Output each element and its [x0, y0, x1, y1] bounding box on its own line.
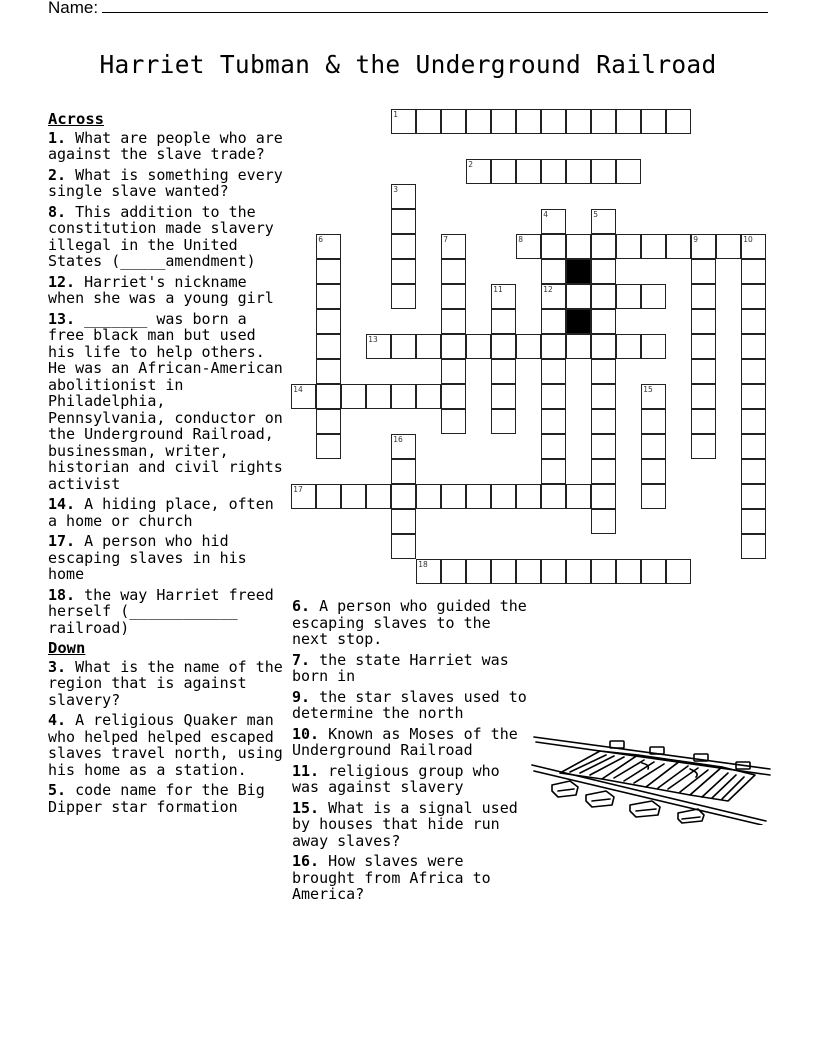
- grid-cell[interactable]: [491, 409, 516, 434]
- grid-cell[interactable]: [541, 109, 566, 134]
- clue-number: 14: [293, 385, 303, 395]
- grid-cell[interactable]: [316, 384, 341, 409]
- grid-cell[interactable]: [391, 509, 416, 534]
- grid-cell[interactable]: [441, 359, 466, 384]
- name-field[interactable]: [48, 0, 768, 18]
- grid-cell[interactable]: [641, 334, 666, 359]
- grid-cell[interactable]: [691, 234, 716, 259]
- grid-cell[interactable]: [466, 109, 491, 134]
- grid-cell[interactable]: [691, 309, 716, 334]
- grid-cell[interactable]: [741, 359, 766, 384]
- grid-cell[interactable]: [591, 434, 616, 459]
- clue-number: 11: [493, 285, 503, 295]
- name-blank-line[interactable]: [102, 0, 768, 13]
- grid-cell[interactable]: [591, 409, 616, 434]
- grid-cell[interactable]: [391, 459, 416, 484]
- grid-cell[interactable]: [541, 259, 566, 284]
- grid-cell[interactable]: [391, 434, 416, 459]
- grid-cell[interactable]: [541, 334, 566, 359]
- grid-cell[interactable]: [666, 234, 691, 259]
- grid-cell[interactable]: [616, 284, 641, 309]
- clue-across-17: 17. A person who hid escaping slaves in his home: [48, 532, 247, 583]
- grid-cell[interactable]: [541, 434, 566, 459]
- grid-cell[interactable]: [616, 234, 641, 259]
- grid-cell[interactable]: [691, 434, 716, 459]
- grid-cell[interactable]: [566, 484, 591, 509]
- grid-cell[interactable]: [316, 284, 341, 309]
- grid-cell[interactable]: [416, 334, 441, 359]
- grid-cell[interactable]: [491, 109, 516, 134]
- grid-cell[interactable]: [541, 234, 566, 259]
- grid-cell[interactable]: [641, 484, 666, 509]
- clue-down-9: 9. the star slaves used to determine the north: [292, 687, 527, 722]
- clue-down-7: 7. the state Harriet was born in: [292, 650, 509, 685]
- grid-cell[interactable]: [441, 384, 466, 409]
- grid-cell[interactable]: [441, 259, 466, 284]
- grid-cell[interactable]: [441, 284, 466, 309]
- grid-cell[interactable]: [491, 484, 516, 509]
- clue-number: 16: [393, 435, 403, 445]
- grid-cell[interactable]: [341, 384, 366, 409]
- grid-cell[interactable]: [541, 459, 566, 484]
- grid-cell[interactable]: [391, 209, 416, 234]
- clue-number: 3: [393, 185, 399, 195]
- grid-cell[interactable]: [391, 534, 416, 559]
- grid-cell[interactable]: [666, 109, 691, 134]
- grid-cell[interactable]: [391, 109, 416, 134]
- clue-down-6: 6. A person who guided the escaping slaves to the next stop.: [292, 597, 527, 648]
- clue-number: 17: [293, 485, 303, 495]
- grid-cell[interactable]: [516, 234, 541, 259]
- clue-across-12: 12. Harriet's nickname when she was a young girl: [48, 272, 274, 307]
- grid-cell[interactable]: [391, 184, 416, 209]
- grid-cell[interactable]: [591, 559, 616, 584]
- clue-down-4: 4. A religious Quaker man who helped helped escaped slaves travel north, using his home as a station.: [48, 711, 283, 779]
- clue-down-16: 16. How slaves were brought from Africa to America?: [292, 852, 491, 903]
- grid-cell[interactable]: [691, 284, 716, 309]
- grid-cell[interactable]: [741, 409, 766, 434]
- down-heading: Down: [48, 639, 86, 657]
- clue-number: 15: [643, 385, 653, 395]
- grid-cell[interactable]: [391, 484, 416, 509]
- clue-number: 5: [593, 210, 599, 220]
- grid-cell[interactable]: [516, 484, 541, 509]
- grid-cell[interactable]: [491, 384, 516, 409]
- grid-cell[interactable]: [416, 559, 441, 584]
- grid-cell[interactable]: [416, 384, 441, 409]
- clue-number: 10: [743, 235, 753, 245]
- grid-cell[interactable]: [591, 334, 616, 359]
- grid-cell[interactable]: [441, 409, 466, 434]
- grid-cell[interactable]: [591, 509, 616, 534]
- clue-number: 8: [518, 235, 524, 245]
- grid-cell[interactable]: [591, 359, 616, 384]
- grid-cell[interactable]: [541, 384, 566, 409]
- grid-cell[interactable]: [591, 309, 616, 334]
- grid-cell[interactable]: [366, 484, 391, 509]
- grid-cell[interactable]: [741, 484, 766, 509]
- grid-cell[interactable]: [591, 209, 616, 234]
- clues-column-left: [48, 111, 283, 819]
- grid-cell[interactable]: [641, 109, 666, 134]
- grid-cell[interactable]: [541, 559, 566, 584]
- grid-cell[interactable]: [291, 384, 316, 409]
- clue-number: 2: [468, 160, 474, 170]
- clue-number: 1: [393, 110, 399, 120]
- grid-cell[interactable]: [566, 109, 591, 134]
- crossword-grid: [292, 110, 792, 610]
- grid-cell[interactable]: [366, 384, 391, 409]
- grid-cell[interactable]: [541, 284, 566, 309]
- grid-cell[interactable]: [591, 259, 616, 284]
- grid-cell[interactable]: [566, 159, 591, 184]
- grid-cell[interactable]: [591, 459, 616, 484]
- grid-cell[interactable]: [566, 284, 591, 309]
- grid-cell[interactable]: [641, 434, 666, 459]
- clue-across-1: 1. What are people who are against the slave trade?: [48, 128, 283, 163]
- clue-down-3: 3. What is the name of the region that is against slavery?: [48, 657, 283, 709]
- clue-number: 9: [693, 235, 699, 245]
- grid-cell[interactable]: [341, 484, 366, 509]
- grid-cell[interactable]: [591, 384, 616, 409]
- grid-cell[interactable]: [541, 309, 566, 334]
- grid-cell[interactable]: [691, 409, 716, 434]
- grid-cell[interactable]: [516, 334, 541, 359]
- grid-cell[interactable]: [316, 309, 341, 334]
- grid-cell[interactable]: [641, 409, 666, 434]
- clue-number: 6: [318, 235, 324, 245]
- grid-cell[interactable]: [466, 559, 491, 584]
- grid-cell[interactable]: [716, 234, 741, 259]
- grid-cell[interactable]: [466, 484, 491, 509]
- grid-cell[interactable]: [566, 334, 591, 359]
- grid-cell[interactable]: [566, 559, 591, 584]
- grid-cell[interactable]: [416, 109, 441, 134]
- grid-cell[interactable]: [491, 359, 516, 384]
- black-cell: [566, 259, 591, 284]
- grid-cell[interactable]: [541, 159, 566, 184]
- grid-cell[interactable]: [441, 109, 466, 134]
- grid-cell[interactable]: [491, 334, 516, 359]
- grid-cell[interactable]: [641, 284, 666, 309]
- grid-cell[interactable]: [541, 359, 566, 384]
- grid-cell[interactable]: [441, 484, 466, 509]
- grid-cell[interactable]: [316, 334, 341, 359]
- grid-cell[interactable]: [441, 309, 466, 334]
- grid-cell[interactable]: [641, 234, 666, 259]
- grid-cell[interactable]: [641, 559, 666, 584]
- clue-across-2: 2. What is something every single slave wanted?: [48, 165, 283, 200]
- across-heading: Across: [48, 110, 104, 128]
- clue-down-11: 11. religious group who was against slavery: [292, 761, 500, 796]
- clue-down-5: 5. code name for the Big Dipper star formation: [48, 781, 265, 816]
- clue-across-8: 8. This addition to the constitution made slavery illegal in the United States (_____amendment): [48, 202, 274, 270]
- grid-cell[interactable]: [541, 484, 566, 509]
- grid-cell[interactable]: [616, 159, 641, 184]
- grid-cell[interactable]: [641, 384, 666, 409]
- grid-cell[interactable]: [591, 484, 616, 509]
- grid-cell[interactable]: [691, 384, 716, 409]
- grid-cell[interactable]: [641, 459, 666, 484]
- grid-cell[interactable]: [366, 334, 391, 359]
- grid-cell[interactable]: [616, 109, 641, 134]
- grid-cell[interactable]: [741, 434, 766, 459]
- grid-cell[interactable]: [591, 234, 616, 259]
- grid-cell[interactable]: [391, 334, 416, 359]
- grid-cell[interactable]: [416, 484, 441, 509]
- grid-cell[interactable]: [741, 284, 766, 309]
- grid-cell[interactable]: [316, 409, 341, 434]
- grid-cell[interactable]: [316, 484, 341, 509]
- grid-cell[interactable]: [491, 559, 516, 584]
- grid-cell[interactable]: [741, 384, 766, 409]
- clue-number: 12: [543, 285, 553, 295]
- grid-cell[interactable]: [316, 359, 341, 384]
- clue-across-18: 18. the way Harriet freed herself (____________ railroad): [48, 585, 274, 637]
- grid-cell[interactable]: [741, 509, 766, 534]
- grid-cell[interactable]: [516, 559, 541, 584]
- grid-cell[interactable]: [391, 234, 416, 259]
- grid-cell[interactable]: [316, 234, 341, 259]
- grid-cell[interactable]: [441, 559, 466, 584]
- grid-cell[interactable]: [691, 359, 716, 384]
- grid-cell[interactable]: [391, 259, 416, 284]
- grid-cell[interactable]: [691, 334, 716, 359]
- clue-number: 18: [418, 560, 428, 570]
- name-label: Name:: [48, 0, 99, 17]
- clue-number: 13: [368, 335, 378, 345]
- page-title: Harriet Tubman & the Underground Railroad: [99, 50, 717, 79]
- grid-cell[interactable]: [591, 284, 616, 309]
- grid-cell[interactable]: [741, 234, 766, 259]
- grid-cell[interactable]: [741, 459, 766, 484]
- grid-cell[interactable]: [616, 334, 641, 359]
- clue-down-10: 10. Known as Moses of the Underground Railroad: [292, 724, 518, 759]
- grid-cell[interactable]: [391, 384, 416, 409]
- clue-number: 7: [443, 235, 449, 245]
- grid-cell[interactable]: [316, 434, 341, 459]
- clues-column-right: [292, 598, 527, 907]
- grid-cell[interactable]: [741, 534, 766, 559]
- grid-cell[interactable]: [541, 409, 566, 434]
- grid-cell[interactable]: [666, 559, 691, 584]
- grid-cell[interactable]: [691, 259, 716, 284]
- grid-cell[interactable]: [516, 159, 541, 184]
- grid-cell[interactable]: [591, 159, 616, 184]
- grid-cell[interactable]: [491, 159, 516, 184]
- grid-cell[interactable]: [291, 484, 316, 509]
- grid-cell[interactable]: [541, 209, 566, 234]
- grid-cell[interactable]: [616, 559, 641, 584]
- black-cell: [566, 309, 591, 334]
- grid-cell[interactable]: [491, 309, 516, 334]
- clue-down-15: 15. What is a signal used by houses that hide run away slaves?: [292, 798, 518, 850]
- grid-cell[interactable]: [441, 334, 466, 359]
- grid-cell[interactable]: [741, 334, 766, 359]
- grid-cell[interactable]: [591, 109, 616, 134]
- grid-cell[interactable]: [741, 309, 766, 334]
- grid-cell[interactable]: [466, 159, 491, 184]
- grid-cell[interactable]: [316, 259, 341, 284]
- grid-cell[interactable]: [391, 284, 416, 309]
- railroad-tracks-icon: [530, 725, 772, 825]
- grid-cell[interactable]: [566, 234, 591, 259]
- grid-cell[interactable]: [516, 109, 541, 134]
- grid-cell[interactable]: [441, 234, 466, 259]
- grid-cell[interactable]: [741, 259, 766, 284]
- grid-cell[interactable]: [491, 284, 516, 309]
- clue-across-14: 14. A hiding place, often a home or church: [48, 495, 274, 530]
- clue-number: 4: [543, 210, 549, 220]
- grid-cell[interactable]: [466, 334, 491, 359]
- clue-across-13: 13. _______ was born a free black man but used his life to help others. He was an African-American abolitionist in Philadelphia, Pennsylvania, conductor on the Underground Railroad, businessman, writer, historian and civil rights activist: [48, 309, 283, 493]
